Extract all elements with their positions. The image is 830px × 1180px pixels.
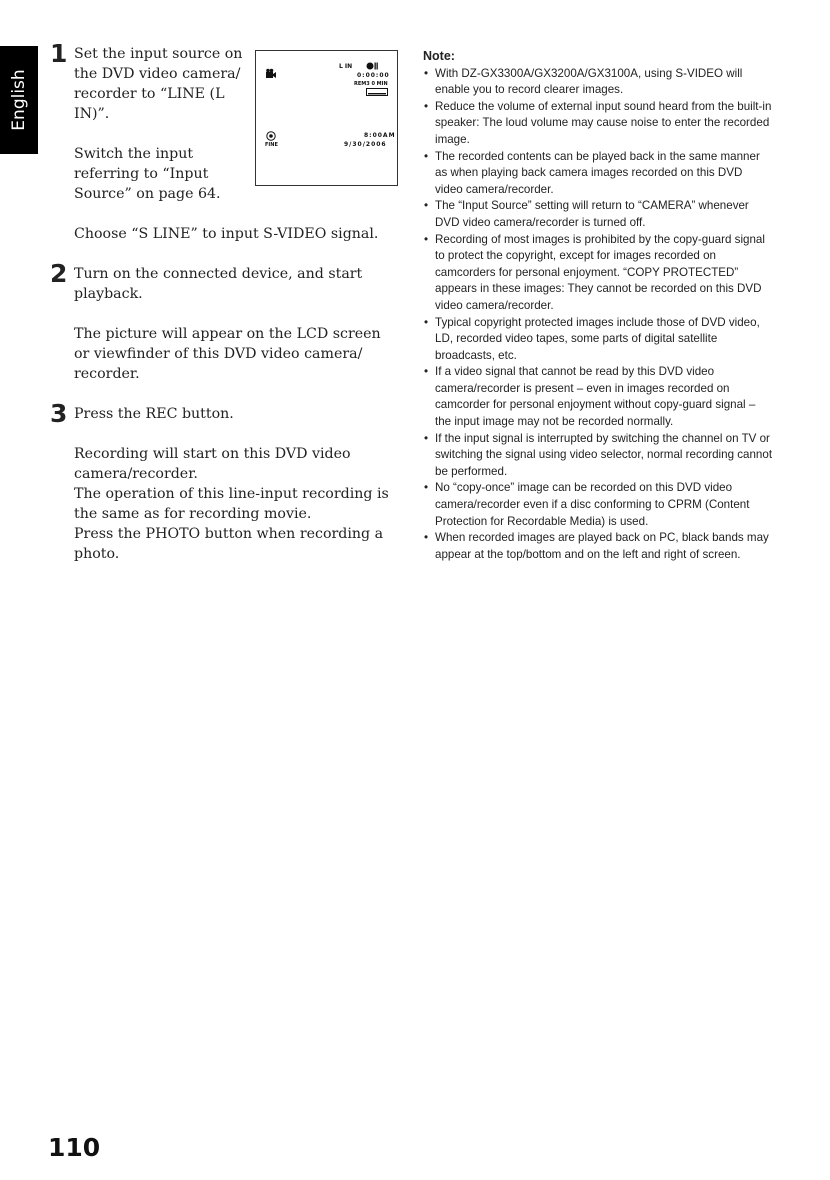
note-item: • The “Input Source” setting will return to “CAMERA” whenever DVD video camera/recorder is turned off. bbox=[423, 198, 773, 231]
step-2 bbox=[50, 259, 395, 384]
step-paragraph: Press the REC button. bbox=[74, 406, 234, 422]
language-tab-label: English bbox=[9, 69, 29, 131]
notes-heading: Note: bbox=[423, 49, 455, 63]
notes-list bbox=[423, 66, 773, 564]
note-item: • If a video signal that cannot be read by this DVD video camera/recorder is present – even in images recorded on camcorder for personal enjoyment without copy-guard signal – the input image may not be recorded normally. bbox=[423, 364, 773, 430]
step-paragraph: Switch the input referring to “Input Source” on page 64. bbox=[74, 146, 221, 202]
quality-icon bbox=[266, 131, 276, 141]
note-item: • If the input signal is interrupted by switching the channel on TV or switching the signal using video selector, normal recording cannot be performed. bbox=[423, 431, 773, 481]
step-paragraph: Recording will start on this DVD video camera/recorder. bbox=[74, 446, 351, 482]
note-item: • The recorded contents can be played back in the same manner as when playing back camera images recorded on this DVD video camera/recorder. bbox=[423, 149, 773, 199]
notes-section bbox=[423, 48, 773, 563]
language-tab bbox=[0, 46, 38, 154]
record-standby-icon bbox=[366, 62, 378, 70]
step-paragraph: The operation of this line-input recording is the same as for recording movie. bbox=[74, 486, 389, 522]
step-number: 3 bbox=[50, 399, 68, 428]
timecode: 0:00:00 bbox=[357, 72, 390, 79]
note-item: • Typical copyright protected images include those of DVD video, LD, recorded video tapes, some parts of digital satellite broadcasts, etc. bbox=[423, 315, 773, 365]
note-item: • With DZ-GX3300A/GX3200A/GX3100A, using S-VIDEO will enable you to record clearer images. bbox=[423, 66, 773, 99]
date-display: 9/30/2006 bbox=[344, 141, 387, 148]
input-source-indicator: L IN bbox=[339, 63, 353, 70]
step-paragraph: Turn on the connected device, and start playback. bbox=[74, 266, 363, 302]
note-item: • Recording of most images is prohibited by the copy-guard signal to protect the copyright, except for images recorded on camcorders for personal enjoyment. “COPY PROTECTED” appears in these images: They cannot be recorded on this DVD video camera/recorder. bbox=[423, 232, 773, 315]
step-number: 1 bbox=[50, 39, 68, 68]
remaining-time: REM3 0 MIN bbox=[354, 81, 388, 87]
page-number: 110 bbox=[48, 1133, 101, 1162]
movie-mode-icon bbox=[265, 68, 277, 80]
lcd-screen-illustration bbox=[255, 50, 398, 186]
step-paragraph: Choose “S LINE” to input S-VIDEO signal. bbox=[74, 226, 379, 242]
step-3 bbox=[50, 399, 395, 564]
disc-remaining-icon bbox=[366, 88, 388, 96]
step-paragraph: The picture will appear on the LCD screen or viewfinder of this DVD video camera/ recorder. bbox=[74, 326, 381, 382]
note-item: • When recorded images are played back on PC, black bands may appear at the top/bottom and on the left and right of screen. bbox=[423, 530, 773, 563]
note-item: • No “copy-once” image can be recorded on this DVD video camera/recorder even if a disc conforming to CPRM (Content Protection for Recordable Media) is used. bbox=[423, 480, 773, 530]
step-paragraph: Press the PHOTO button when recording a photo. bbox=[74, 526, 384, 562]
note-item: • Reduce the volume of external input sound heard from the built-in speaker: The loud volume may cause noise to enter the recorded image. bbox=[423, 99, 773, 149]
quality-label: FINE bbox=[265, 142, 278, 148]
step-number: 2 bbox=[50, 259, 68, 288]
step-paragraph: Set the input source on the DVD video camera/ recorder to “LINE (L IN)”. bbox=[74, 46, 243, 122]
clock-time: 8:00AM bbox=[364, 132, 396, 139]
